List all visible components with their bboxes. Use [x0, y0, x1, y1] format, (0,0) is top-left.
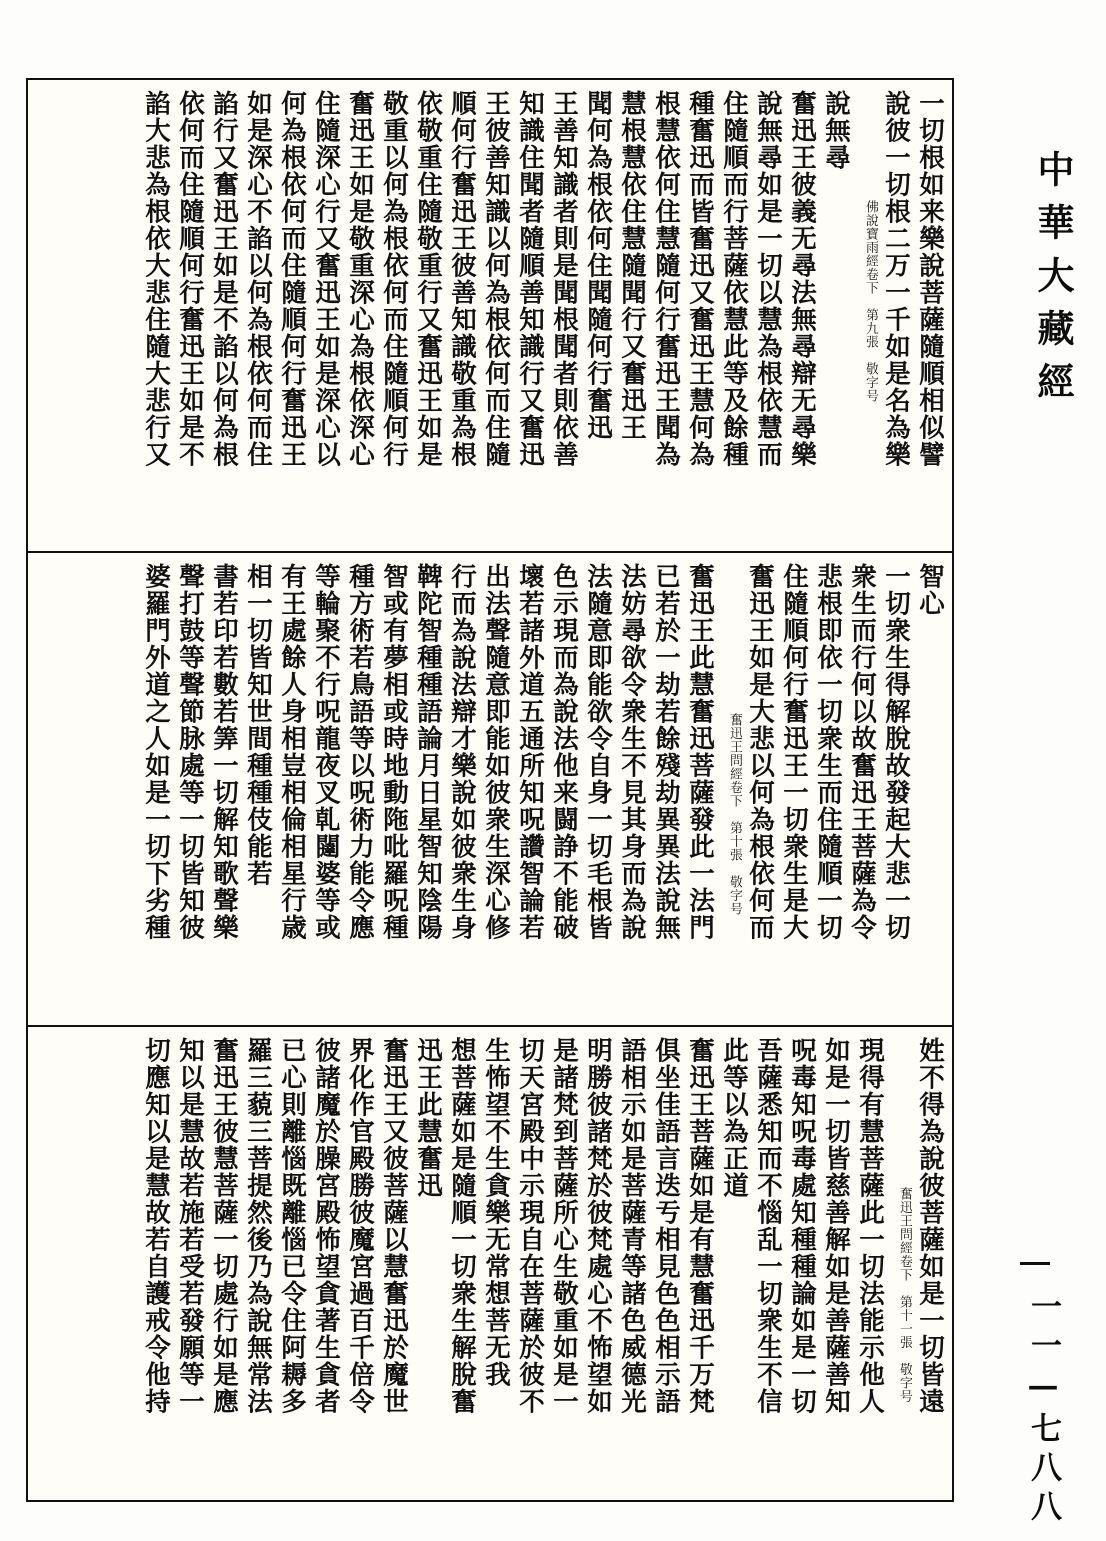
text-column: 吾薩悉知而不惱乱一切衆生不信	[753, 1036, 783, 1415]
text-column: 迅王此慧奮迅	[413, 1036, 443, 1199]
text-column: 鞞陀智種種語論月日星智知陰陽	[413, 563, 443, 942]
text-column: 法隨意即能欲令自身一切毛根皆	[583, 563, 613, 942]
text-column: 敬重以何為根依何而住隨順何行	[379, 90, 409, 468]
text-column: 明勝彼諸梵於彼梵處心不怖望如	[583, 1036, 613, 1415]
text-column: 知識住聞者隨順善知識行又奮迅	[515, 90, 545, 468]
text-column: 王善知識者則是聞根聞者則依善	[549, 90, 579, 468]
text-column: 想菩薩如是隨順一切衆生解脫奮	[447, 1036, 477, 1415]
text-column: 奮迅王彼義无尋法無尋辯无尋樂	[787, 90, 817, 468]
spine-divider	[1020, 1262, 1050, 1265]
text-column: 如是一切皆慈善解如是善薩善知	[821, 1036, 851, 1415]
text-column: 切應知以是慧故若自護戒令他持	[141, 1036, 171, 1415]
text-column: 奮迅王又彼菩薩以慧奮迅於魔世	[379, 1036, 409, 1415]
text-column: 依何而住隨順何行奮迅王如是不	[175, 90, 205, 468]
text-column: 慧根慧依住慧隨聞行又奮迅王	[617, 90, 647, 441]
text-frame	[26, 78, 954, 1502]
text-column: 切天宮殿中示現自在菩薩於彼不	[515, 1036, 545, 1415]
text-column: 書若印若數若筭一切解知歌聲樂	[209, 563, 239, 942]
fascicle-annotation: 奮迅王問經卷下 第十一張 敬字号	[897, 1186, 912, 1403]
fascicle-annotation: 佛說寶雨經卷下 第九張 敬字号	[863, 200, 878, 403]
text-column: 諂大悲為根依大悲住隨大悲行又	[141, 90, 171, 468]
text-column: 已心則離惱既離惱已令住阿耨多	[277, 1036, 307, 1415]
text-column: 已若於一劫若餘殘劫異異法說無	[651, 563, 681, 942]
text-column: 依敬重住隨敬重行又奮迅王如是	[413, 90, 443, 468]
text-column: 說彼一切根二万一千如是名為樂	[881, 90, 911, 468]
fascicle-annotation: 奮迅王問經卷下 第十張 敬字号	[727, 713, 742, 916]
text-column: 一切根如来樂說菩薩隨順相似譬	[915, 90, 945, 468]
collection-title: 中華大藏經	[1031, 150, 1075, 415]
text-column: 住隨順而行菩薩依慧此等及餘種	[719, 90, 749, 468]
text-column: 奮迅王如是敬重深心為根依深心	[345, 90, 375, 468]
text-column: 語相示如是菩薩青等諸色威德光	[617, 1036, 647, 1415]
text-column: 順何行奮迅王彼善知識敬重為根	[447, 90, 477, 468]
text-column: 界化作官殿勝彼魔宮過百千倍令	[345, 1036, 375, 1415]
text-column: 種方術若鳥語等以呪術力能令應	[345, 563, 375, 942]
text-column: 奮迅王彼慧菩薩一切處行如是應	[209, 1036, 239, 1415]
text-column: 出法聲隨意即能如彼衆生深心修	[481, 563, 511, 942]
text-column: 此等以為正道	[719, 1036, 749, 1199]
text-column: 知以是慧故若施若受若發願等一	[175, 1036, 205, 1415]
text-band-1	[28, 80, 952, 553]
text-column: 婆羅門外道之人如是一切下劣種	[141, 563, 171, 942]
text-column: 相一切皆知世間種種伎能若	[243, 563, 273, 888]
text-column: 住隨順何行奮迅王一切衆生是大	[779, 563, 809, 942]
page-spine	[986, 0, 1106, 1541]
text-column: 現得有慧菩薩此一切法能示他人	[855, 1036, 885, 1415]
text-column: 聲打鼓等聲節脉處等一切皆知彼	[175, 563, 205, 942]
text-column: 羅三藐三菩提然後乃為說無常法	[243, 1036, 273, 1415]
text-column: 生怖望不生貪樂无常想菩无我	[481, 1036, 511, 1388]
text-column: 色示現而為說法他来闘諍不能破	[549, 563, 579, 942]
text-column: 根慧依何住慧隨何行奮迅王聞為	[651, 90, 681, 468]
column-group-3	[34, 1037, 946, 1492]
text-column: 種奮迅而皆奮迅又奮迅王慧何為	[685, 90, 715, 468]
column-group-1	[34, 90, 946, 543]
text-column: 彼諸魔於臊宮殿怖望貪著生貪者	[311, 1036, 341, 1415]
text-column: 住隨深心行又奮迅王如是深心以	[311, 90, 341, 468]
text-column: 有王處餘人身相豈相倫相星行歳	[277, 563, 307, 942]
text-column: 何為根依何而住隨順何行奮迅王	[277, 90, 307, 468]
text-column: 行而為說法辯才樂說如彼衆生身	[447, 563, 477, 942]
text-column: 智心	[915, 563, 945, 618]
volume-page-number: 一一—七八八	[1025, 1290, 1061, 1529]
text-column: 諂行又奮迅王如是不諂以何為根	[209, 90, 239, 468]
text-column: 智或有夢相或時地動陁吡羅呪種	[379, 563, 409, 942]
text-column: 如是深心不諂以何為根依何而住	[243, 90, 273, 468]
text-band-3	[28, 1027, 952, 1500]
text-column: 聞何為根依何住聞隨何行奮迅	[583, 90, 613, 441]
text-column: 說無尋	[821, 90, 851, 171]
text-column: 法妨尋欲令衆生不見其身而為說	[617, 563, 647, 942]
text-column: 壞若諸外道五通所知呪讚智論若	[515, 563, 545, 942]
text-column: 一切衆生得解脫故發起大悲一切	[881, 563, 911, 942]
text-column: 呪毒知呪毒處知種種論如是一切	[787, 1036, 817, 1415]
text-column: 奮迅王如是大悲以何為根依何而	[745, 563, 775, 942]
text-column: 是諸梵到菩薩所心生敬重如是一	[549, 1036, 579, 1415]
text-column: 奮迅王菩薩如是有慧奮迅千万梵	[685, 1036, 715, 1415]
text-column: 說無尋如是一切以慧為根依慧而	[753, 90, 783, 468]
text-column: 悲根即依一切衆生而住隨順一切	[813, 563, 843, 942]
text-column: 奮迅王此慧奮迅菩薩發此一法門	[685, 563, 715, 942]
text-column: 姓不得為說彼菩薩如是一切皆遠	[915, 1036, 945, 1415]
text-band-2	[28, 553, 952, 1026]
text-column: 等輪聚不行呪龍夜叉乹闥婆等或	[311, 563, 341, 942]
column-group-2	[34, 563, 946, 1016]
text-column: 俱坐佳語言迭亐相見色色相示語	[651, 1036, 681, 1415]
text-column: 王彼善知識以何為根依何而住隨	[481, 90, 511, 468]
text-column: 衆生而行何以故奮迅王菩薩為令	[847, 563, 877, 942]
